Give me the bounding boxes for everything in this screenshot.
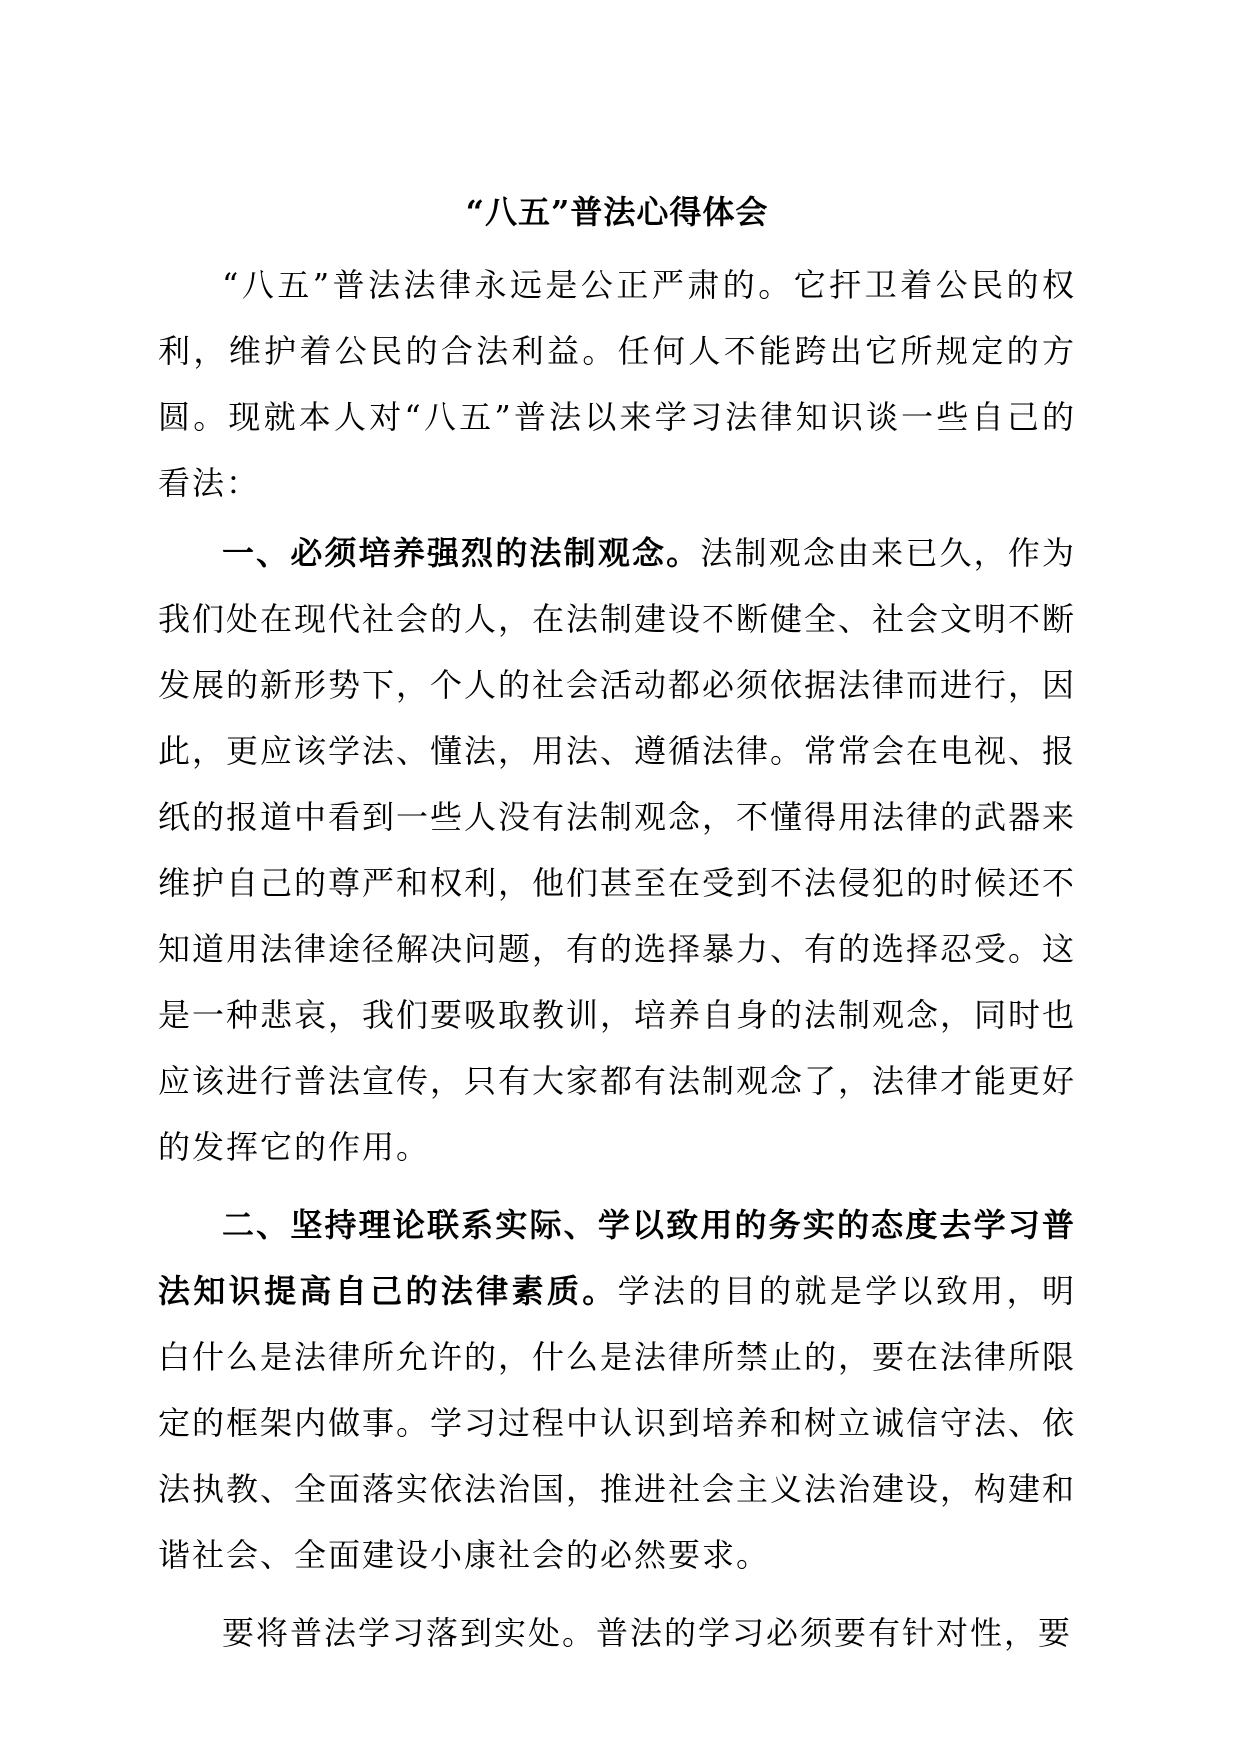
section-two-paragraph xyxy=(158,1192,1076,1588)
intro-paragraph xyxy=(158,252,1076,516)
section-two-text: 学法的目的就是学以致用，明白什么是法律所允许的，什么是法律所禁止的，要在法律所限定的框架内做事。学习过程中认识到培养和树立诚信守法、依法执教、全面落实依法治国，推进社会主义法治建设，构建和谐社会、全面建设小康社会的必然要求。 xyxy=(158,1272,1077,1574)
closing-paragraph-text: 要将普法学习落到实处。普法的学习必须要有针对性，要 xyxy=(222,1614,1073,1652)
section-one-heading: 一、必须培养强烈的法制观念。 xyxy=(222,534,701,572)
closing-paragraph xyxy=(158,1600,1076,1666)
document-body xyxy=(158,190,1076,1666)
section-one-text: 法制观念由来已久，作为我们处在现代社会的人，在法制建设不断健全、社会文明不断发展的新形势下，个人的社会活动都必须依据法律而进行，因此，更应该学法、懂法，用法、遵循法律。常常会在电视、报纸的报道中看到一些人没有法制观念，不懂得用法律的武器来维护自己的尊严和权利，他们甚至在受到不法侵犯的时候还不知道用法律途径解决问题，有的选择暴力、有的选择忍受。这是一种悲哀，我们要吸取教训，培养自身的法制观念，同时也应该进行普法宣传，只有大家都有法制观念了，法律才能更好的发挥它的作用。 xyxy=(158,534,1077,1166)
section-one-paragraph xyxy=(158,520,1076,1180)
section-two-heading: 二、坚持理论联系实际、学以致用的务实的态度去学习普法知识提高自己的法律素质。 xyxy=(158,1206,1076,1310)
document-title: “八五”普法心得体会 xyxy=(465,193,769,231)
intro-paragraph-text: “八五”普法法律永远是公正严肃的。它扞卫着公民的权利，维护着公民的合法利益。任何人不能跨出它所规定的方圆。现就本人对“八五”普法以来学习法律知识谈一些自己的看法： xyxy=(158,266,1076,502)
